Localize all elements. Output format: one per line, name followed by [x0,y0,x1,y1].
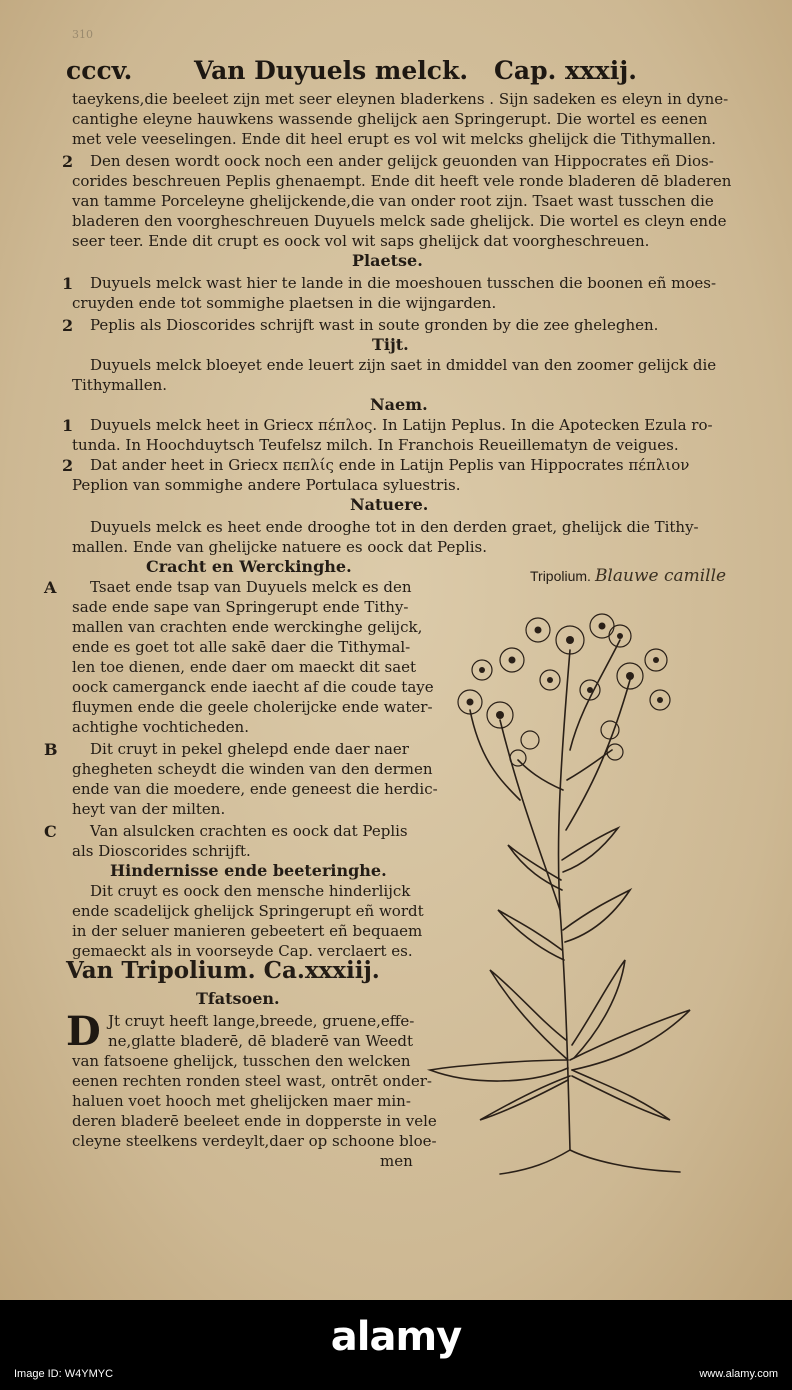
text-line: achtighe vochticheden. [72,718,249,736]
text-line: heyt van der milten. [72,800,226,818]
text-line: haluen voet hooch met ghelijcken maer min- [72,1092,411,1110]
text-line: ghegheten scheydt die winden van den dermen [72,760,433,778]
margin-letter: B [44,740,58,759]
image-id: Image ID: W4YMYC [14,1368,114,1380]
text-line: ende es goet tot alle sakē daer die Tithymal- [72,638,411,656]
faded-page-number: 310 [72,28,93,41]
alamy-logo: alamy [330,1314,462,1360]
drop-cap: D [66,1008,101,1055]
text-line: Peplis als Dioscorides schrijft wast in soute gronden by die zee gheleghen. [90,316,659,334]
section-heading-fatsoen: Tfatsoen. [196,989,280,1008]
section-heading-tijt: Tijt. [372,335,409,354]
header-title: Van Duyuels melck. [194,56,469,85]
text-line: Dit cruyt es oock den mensche hinderlijck [90,882,411,900]
text-line: ende scadelijck ghelijck Springerupt eñ wordt [72,902,424,920]
running-header [66,56,726,90]
text-line: Van alsulcken crachten es oock dat Peplis [90,822,408,840]
section-heading-plaetse: Plaetse. [352,251,423,270]
margin-number: 1 [62,274,74,293]
tripolium-woodcut [420,590,720,1180]
text-line: Jt cruyt heeft lange,breede, gruene,effe- [108,1012,415,1030]
text-line: van fatsoene ghelijck, tusschen den welcken [72,1052,411,1070]
caption-handwritten: Blauwe camille [594,566,727,586]
text-line: Duyuels melck heet in Griecx πέπλος. In Latijn Peplus. In die Apotecken Ezula ro- [90,416,713,434]
text-line: men [380,1152,413,1170]
text-line: Tithymallen. [72,376,168,394]
text-line: ne,glatte bladerē, dē bladerē van Weedt [108,1032,414,1050]
text-line: mallen. Ende van ghelijcke natuere es oock dat Peplis. [72,538,488,556]
text-line: Dat ander heet in Griecx πεπλίς ende in Latijn Peplis van Hippocrates πέπλιον [90,456,690,474]
text-line: Den desen wordt oock noch een ander gelijck geuonden van Hippocrates eñ Dios- [90,152,714,170]
text-line: Peplion van sommighe andere Portulaca syluestris. [72,476,461,494]
text-line: in der seluer manieren gebeetert eñ bequaem [72,922,423,940]
text-line: cruyden ende tot sommighe plaetsen in die wijngarden. [72,294,497,312]
text-line: oock camerganck ende iaecht af die coude taye [72,678,434,696]
text-line: Duyuels melck wast hier te lande in die moeshouen tusschen die boonen eñ moes- [90,274,717,292]
text-line: Tsaet ende tsap van Duyuels melck es den [90,578,412,596]
text-line: mallen van crachten ende werckinghe gelijck, [72,618,423,636]
chapter-heading-tripolium: Van Tripolium. Ca.xxxiij. [66,957,380,984]
illustration-caption [530,566,726,586]
text-line: len toe dienen, ende daer om maeckt dit saet [72,658,417,676]
margin-number: 2 [62,316,74,335]
margin-letter: C [44,822,57,841]
section-heading-natuere: Natuere. [350,495,429,514]
section-heading-naem: Naem. [370,395,428,414]
text-line: tunda. In Hoochduytsch Teufelsz milch. In Franchois Reueillematyn de veigues. [72,436,679,454]
text-line: sade ende sape van Springerupt ende Tithy- [72,598,409,616]
site-url: www.alamy.com [699,1368,778,1380]
text-line: corides beschreuen Peplis ghenaempt. Ende dit heeft vele ronde bladeren dē bladeren [72,172,732,190]
header-folio: cccv. [66,56,133,85]
text-line: van tamme Porceleyne ghelijckende,die van onder root zijn. Tsaet wast tusschen die [72,192,714,210]
text-line: als Dioscorides schrijft. [72,842,251,860]
text-line: gemaeckt als in voorseyde Cap. verclaert es. [72,942,413,960]
text-line: fluymen ende die geele cholerijcke ende water- [72,698,433,716]
text-line: seer teer. Ende dit crupt es oock vol wit saps ghelijck dat voorgheschreuen. [72,232,650,250]
text-line: cantighe eleyne hauwkens wassende ghelijck aen Springerupt. Die wortel es eenen [72,110,708,128]
margin-letter: A [44,578,57,597]
margin-number: 2 [62,456,74,475]
text-line: eenen rechten ronden steel wast, ontrēt onder- [72,1072,432,1090]
text-line: ende van die moedere, ende geneest die herdic- [72,780,438,798]
text-line: Duyuels melck es heet ende drooghe tot in den derden graet, ghelijck die Tithy- [90,518,699,536]
text-line: bladeren den voorgheschreuen Duyuels melck sade ghelijck. Die wortel es cleyn ende [72,212,727,230]
margin-number: 1 [62,416,74,435]
text-line: cleyne steelkens verdeylt,daer op schoone bloe- [72,1132,437,1150]
stock-footer [0,1300,792,1390]
section-heading-hindernisse: Hindernisse ende beeteringhe. [110,861,387,880]
text-line: Dit cruyt in pekel ghelepd ende daer naer [90,740,409,758]
text-line: Duyuels melck bloeyet ende leuert zijn saet in dmiddel van den zoomer gelijck die [90,356,717,374]
header-chapter: Cap. xxxij. [494,56,637,85]
margin-number: 2 [62,152,74,171]
caption-printed: Tripolium. [530,568,591,584]
text-line: taeykens,die beeleet zijn met seer eleynen bladerkens . Sijn sadeken es eleyn in dyne- [72,90,729,108]
section-heading-cracht: Cracht en Werckinghe. [146,557,352,576]
text-line: met vele veeselingen. Ende dit heel erupt es vol wit melcks ghelijck die Tithymallen. [72,130,716,148]
text-line: deren bladerē beeleet ende in dopperste in vele [72,1112,437,1130]
